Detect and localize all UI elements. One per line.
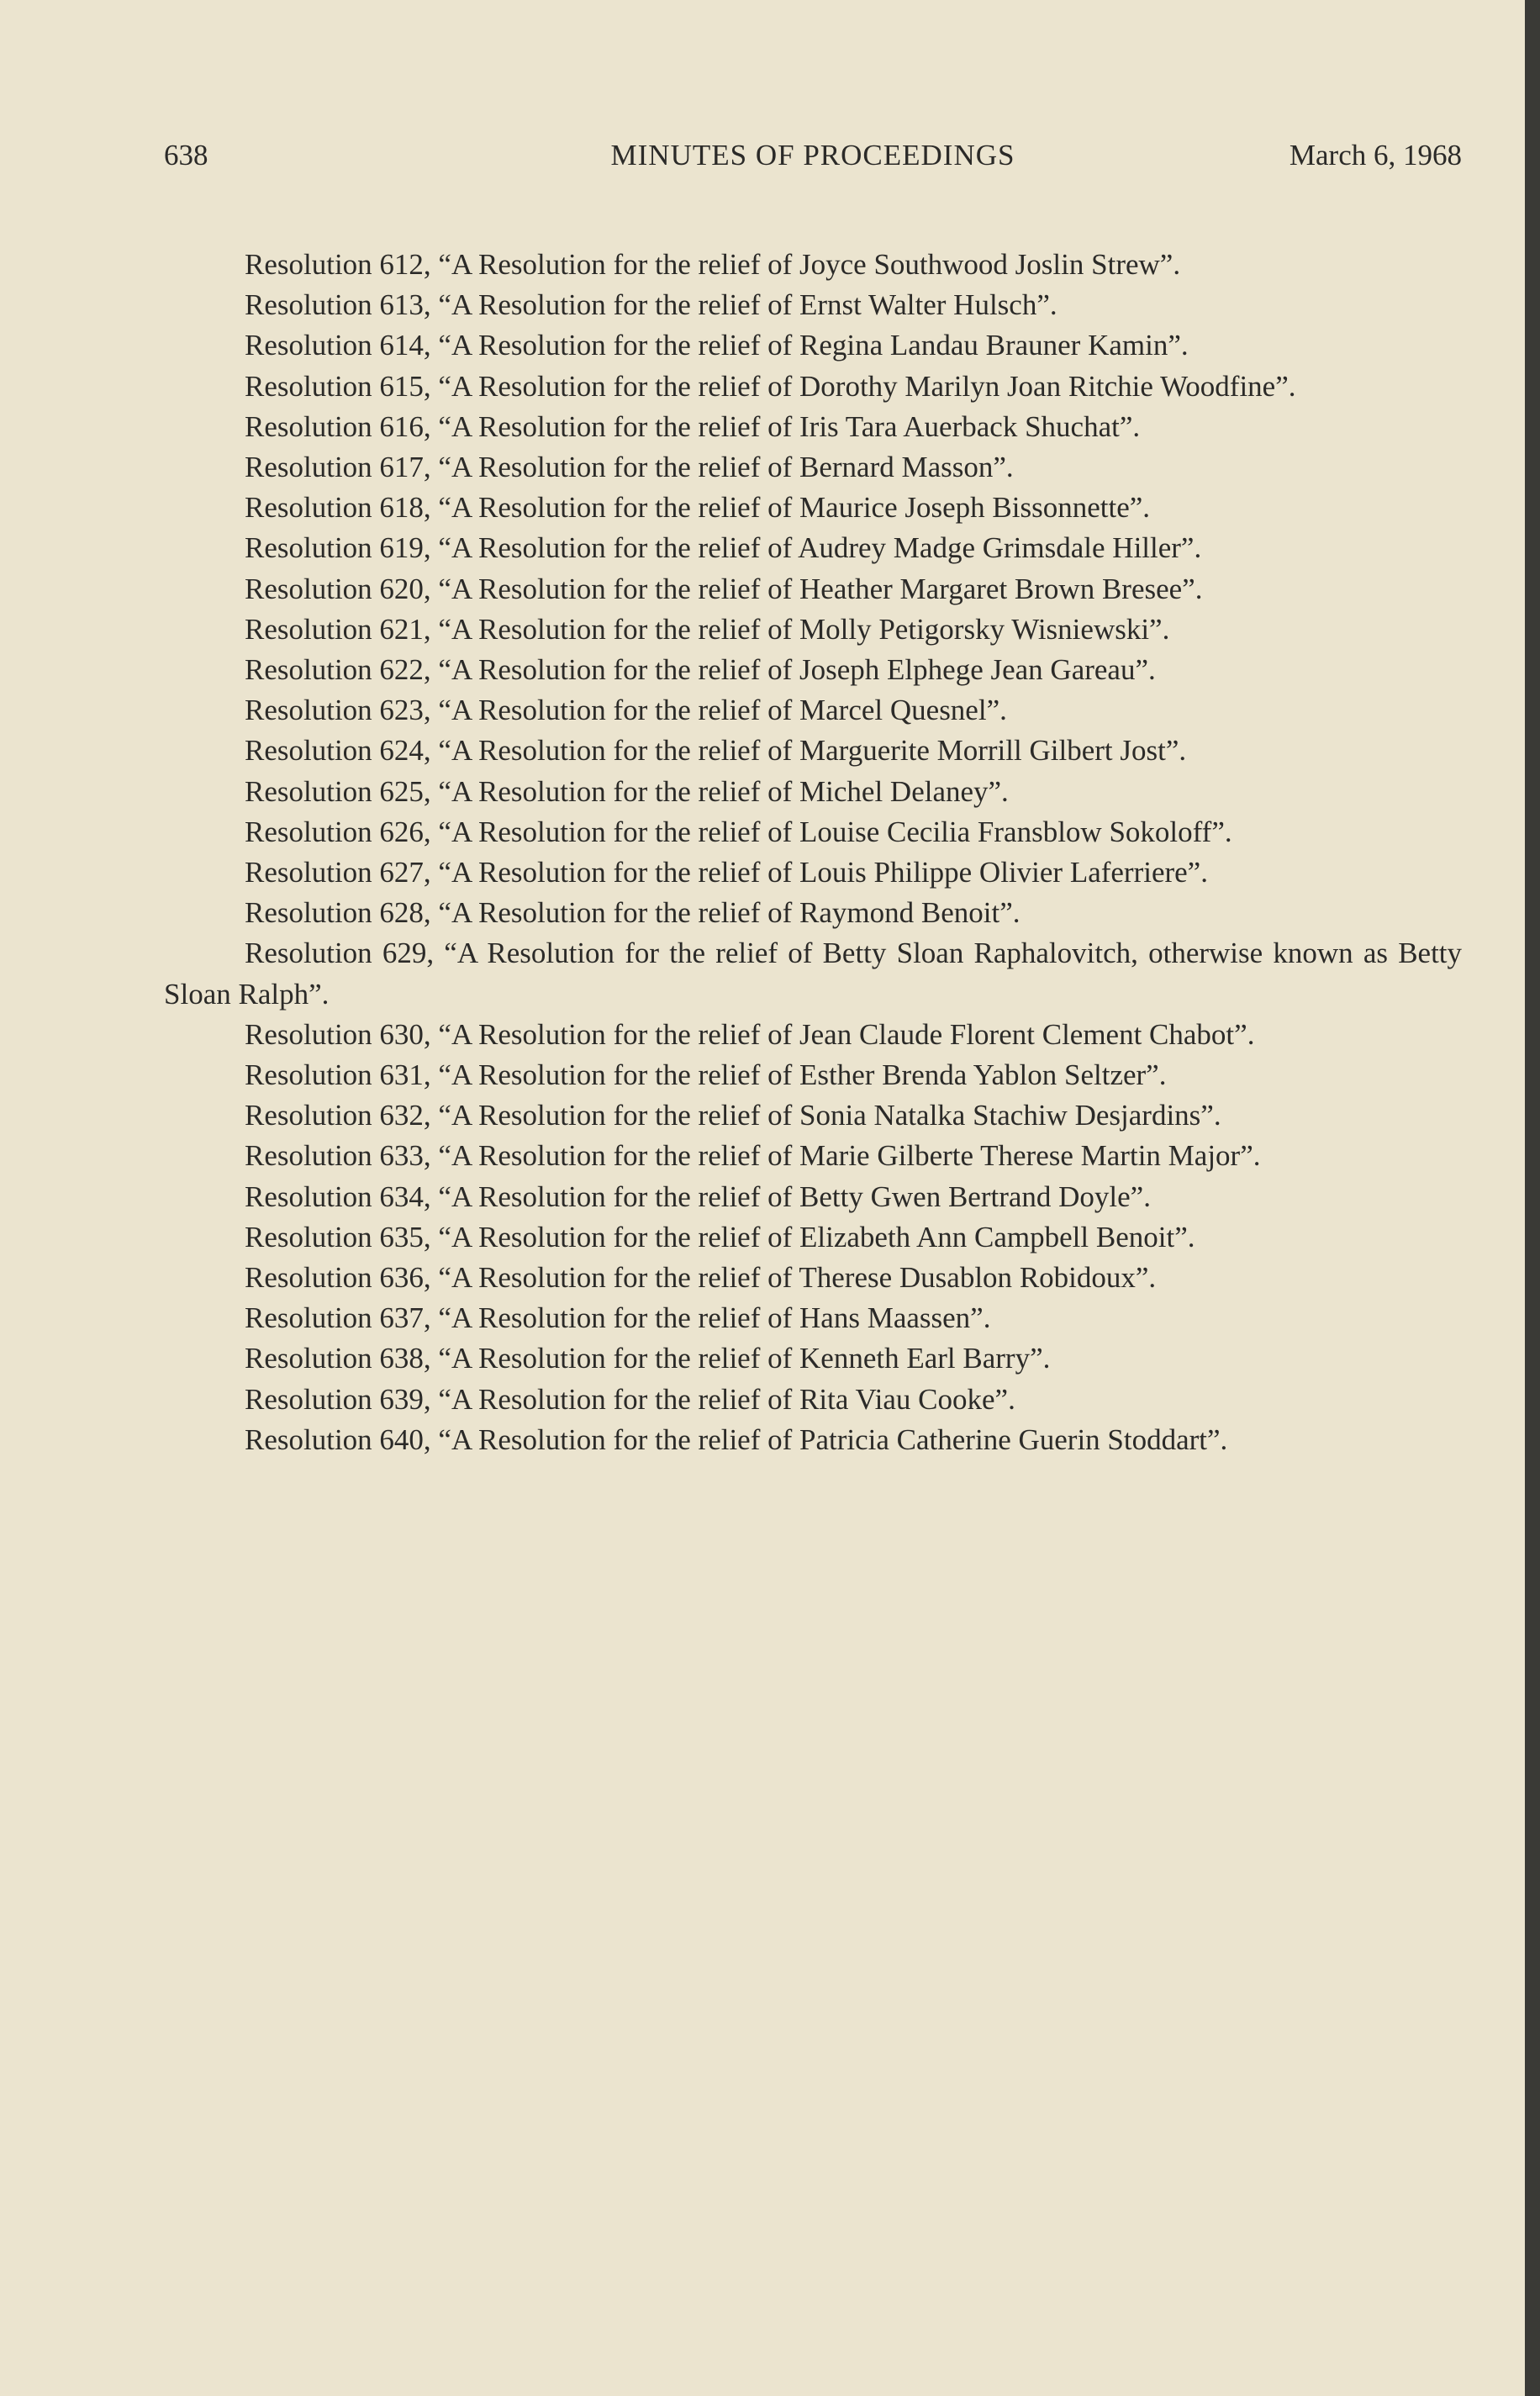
resolution-entry (164, 1136, 1462, 1176)
resolution-entry (164, 772, 1462, 812)
resolution-entry (164, 245, 1462, 285)
resolution-list (164, 245, 1462, 1460)
resolution-text-continued: Shuchat”. (1025, 409, 1141, 443)
resolution-text: Resolution 632, “A Resolution for the relief of Sonia Natalka Stachiw (245, 1099, 1068, 1132)
resolution-text: Resolution 636, “A Resolution for the relief of Therese Dusablon (245, 1261, 1013, 1295)
resolution-entry (164, 367, 1462, 407)
resolution-entry (164, 285, 1462, 325)
resolution-entry (164, 528, 1462, 568)
resolution-entry (164, 812, 1462, 852)
resolution-text: Resolution 638, “A Resolution for the relief of Kenneth Earl Barry”. (245, 1342, 1051, 1375)
resolution-text-continued: Strew”. (1091, 248, 1181, 281)
resolution-entry (164, 569, 1462, 610)
resolution-text-continued: Stoddart”. (1107, 1422, 1228, 1456)
resolution-text: Resolution 625, “A Resolution for the relief of Michel Delaney”. (245, 774, 1009, 808)
resolution-text-continued: Doyle”. (1058, 1180, 1151, 1213)
resolution-text: Resolution 617, “A Resolution for the relief of Bernard Masson”. (245, 451, 1014, 484)
resolution-text-continued: Desjardins”. (1074, 1099, 1221, 1132)
resolution-entry (164, 1217, 1462, 1258)
resolution-text-continued: Clement Chabot”. (1042, 1017, 1255, 1051)
resolution-text-continued: Gareau”. (1050, 653, 1156, 687)
page-date: March 6, 1968 (1289, 139, 1462, 172)
page-number: 638 (164, 139, 208, 172)
resolution-text-continued: Ritchie Woodfine”. (1068, 369, 1296, 403)
resolution-text-continued: Martin Major”. (1080, 1139, 1261, 1173)
resolution-text: Resolution 612, “A Resolution for the relief of Joyce Southwood Joslin (245, 248, 1084, 281)
resolution-text-continued: Hiller”. (1112, 531, 1202, 565)
resolution-text: Resolution 634, “A Resolution for the relief of Betty Gwen Bertrand (245, 1180, 1052, 1213)
resolution-text: Resolution 614, “A Resolution for the relief of Regina Landau Brauner (245, 329, 1081, 362)
resolution-entry (164, 488, 1462, 528)
resolution-entry (164, 1055, 1462, 1095)
resolution-text: Resolution 629, “A Resolution for the relief of Betty Sloan Raphalovitch, (245, 937, 1138, 970)
resolution-text-continued: Benoit”. (1095, 1220, 1195, 1253)
resolution-text: Resolution 630, “A Resolution for the relief of Jean Claude Florent (245, 1017, 1035, 1051)
resolution-text-continued: otherwise known as Betty Sloan Ralph”. (164, 937, 1463, 1011)
resolution-entry (164, 852, 1462, 893)
resolution-text-continued: Wisniewski”. (1011, 612, 1170, 646)
resolution-entry (164, 325, 1462, 366)
resolution-text: Resolution 640, “A Resolution for the relief of Patricia Catherine Guerin (245, 1422, 1100, 1456)
resolution-text: Resolution 633, “A Resolution for the relief of Marie Gilberte Therese (245, 1139, 1073, 1173)
resolution-entry (164, 1338, 1462, 1379)
resolution-text-continued: Gilbert Jost”. (1029, 734, 1187, 768)
resolution-text: Resolution 621, “A Resolution for the relief of Molly Petigorsky (245, 612, 1005, 646)
resolution-text: Resolution 635, “A Resolution for the relief of Elizabeth Ann Campbell (245, 1220, 1089, 1253)
resolution-text: Resolution 631, “A Resolution for the relief of Esther Brenda Yablon (245, 1058, 1057, 1092)
resolution-entry (164, 610, 1462, 650)
resolution-entry (164, 1177, 1462, 1217)
resolution-text: Resolution 615, “A Resolution for the relief of Dorothy Marilyn Joan (245, 369, 1062, 403)
resolution-entry (164, 1420, 1462, 1460)
page-title: MINUTES OF PROCEEDINGS (610, 139, 1015, 172)
resolution-text: Resolution 626, “A Resolution for the relief of Louise Cecilia (245, 815, 971, 848)
resolution-text-continued: Seltzer”. (1064, 1058, 1167, 1092)
resolution-text: Resolution 616, “A Resolution for the relief of Iris Tara Auerback (245, 409, 1018, 443)
resolution-text-continued: Robidoux”. (1019, 1261, 1157, 1295)
resolution-text: Resolution 623, “A Resolution for the relief of Marcel Quesnel”. (245, 694, 1007, 727)
resolution-text: Resolution 620, “A Resolution for the relief of Heather Margaret Brown (245, 572, 1095, 605)
resolution-entry (164, 731, 1462, 771)
page-edge (1525, 0, 1540, 2396)
resolution-entry (164, 893, 1462, 933)
resolution-text-continued: Fransblow Sokoloff”. (977, 815, 1232, 848)
resolution-text: Resolution 619, “A Resolution for the relief of Audrey Madge Grimsdale (245, 531, 1105, 565)
resolution-entry (164, 1298, 1462, 1338)
resolution-entry (164, 407, 1462, 447)
resolution-entry (164, 690, 1462, 731)
resolution-text-continued: Laferriere”. (1069, 856, 1208, 889)
page-header (164, 136, 1462, 175)
resolution-entry (164, 933, 1462, 1014)
resolution-entry (164, 650, 1462, 690)
resolution-entry (164, 1095, 1462, 1136)
resolution-text: Resolution 627, “A Resolution for the relief of Louis Philippe Olivier (245, 856, 1063, 889)
resolution-text: Resolution 613, “A Resolution for the relief of Ernst Walter Hulsch”. (245, 288, 1057, 322)
resolution-entry (164, 1380, 1462, 1420)
resolution-text-continued: Bresee”. (1101, 572, 1203, 605)
resolution-text-continued: Kamin”. (1088, 329, 1189, 362)
resolution-text: Resolution 624, “A Resolution for the relief of Marguerite Morrill (245, 734, 1022, 768)
resolution-entry (164, 1015, 1462, 1055)
resolution-text: Resolution 622, “A Resolution for the relief of Joseph Elphege Jean (245, 653, 1043, 687)
resolution-text: Resolution 637, “A Resolution for the relief of Hans Maassen”. (245, 1301, 991, 1335)
resolution-text: Resolution 628, “A Resolution for the relief of Raymond Benoit”. (245, 896, 1021, 930)
resolution-entry (164, 447, 1462, 488)
resolution-text-continued: Bissonnette”. (992, 491, 1151, 525)
resolution-text: Resolution 639, “A Resolution for the relief of Rita Viau Cooke”. (245, 1382, 1015, 1416)
resolution-text: Resolution 618, “A Resolution for the relief of Maurice Joseph (245, 491, 985, 525)
resolution-entry (164, 1258, 1462, 1298)
